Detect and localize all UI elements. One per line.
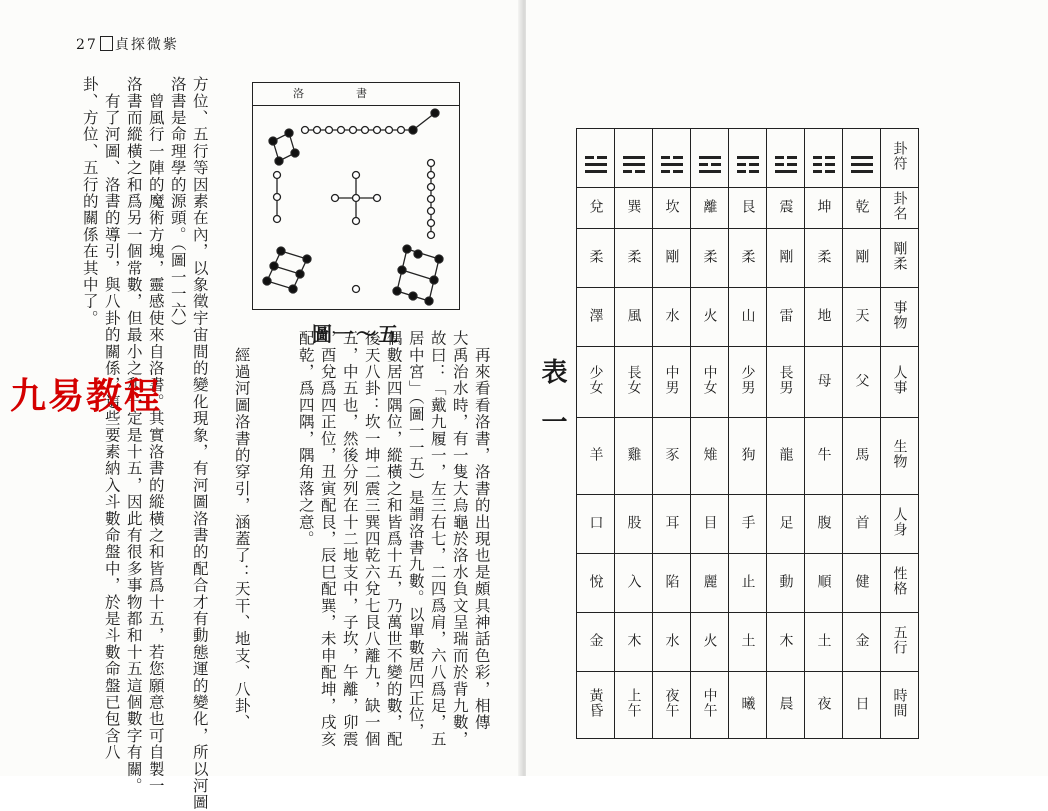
table-cell — [691, 188, 729, 229]
table-cell — [729, 495, 767, 554]
table-cell — [729, 229, 767, 288]
table-cell — [577, 672, 615, 739]
table-cell — [767, 418, 805, 495]
table-cell — [653, 188, 691, 229]
table-row-header — [881, 288, 919, 347]
table-cell — [577, 554, 615, 613]
row-header-text: 時間 — [891, 688, 908, 718]
table-cell-text: 土 — [739, 632, 756, 648]
table-cell-text: 中男 — [663, 365, 680, 395]
table-cell — [805, 672, 843, 739]
table-cell-text: 柔 — [587, 248, 604, 264]
table-row-header — [881, 229, 919, 288]
table-cell — [805, 347, 843, 418]
table-cell-text: 日 — [853, 695, 870, 711]
table-cell — [691, 418, 729, 495]
row-header-text: 人身 — [891, 507, 908, 537]
table-cell-text: 天 — [853, 307, 870, 323]
table-cell — [691, 229, 729, 288]
table-row — [577, 288, 919, 347]
table-cell — [805, 495, 843, 554]
table-cell-text: 晨 — [777, 695, 794, 711]
table-cell — [691, 495, 729, 554]
table-cell — [577, 188, 615, 229]
table-row — [577, 229, 919, 288]
table-row-header — [881, 347, 919, 418]
table-cell — [615, 347, 653, 418]
table-cell-text: 柔 — [625, 248, 642, 264]
table-cell — [729, 288, 767, 347]
table-cell-text: 剛 — [663, 248, 680, 264]
table-cell — [729, 554, 767, 613]
table-cell-text: 艮 — [739, 198, 756, 214]
table-cell — [843, 418, 881, 495]
table-cell-text: 股 — [625, 514, 642, 530]
table-cell-text: 少男 — [739, 365, 756, 395]
table-cell-text: 金 — [853, 632, 870, 648]
table-cell-text: 雉 — [701, 446, 718, 462]
table-row-header — [881, 554, 919, 613]
table-cell — [805, 229, 843, 288]
table-cell-text: 水 — [663, 307, 680, 323]
table-cell — [615, 613, 653, 672]
table-cell-text: 柔 — [701, 248, 718, 264]
table-cell — [843, 672, 881, 739]
trigram-table — [576, 128, 919, 739]
table-cell — [577, 129, 615, 188]
table-cell — [577, 288, 615, 347]
header-box-icon — [100, 36, 113, 51]
table-cell — [653, 288, 691, 347]
table-cell-text: 中午 — [701, 688, 718, 718]
table-cell-text: 柔 — [815, 248, 832, 264]
table-cell-text: 入 — [625, 573, 642, 589]
table-cell — [729, 613, 767, 672]
book-title: 貞探微紫 — [114, 37, 179, 53]
table-cell-text: 木 — [777, 632, 794, 648]
table-cell-text: 夜午 — [663, 688, 680, 718]
table-cell-text: 豕 — [663, 446, 680, 462]
table-row — [577, 347, 919, 418]
table-cell — [653, 129, 691, 188]
table-cell-text: 黃昏 — [587, 688, 604, 718]
table-row — [577, 188, 919, 229]
trigram-icon — [699, 156, 721, 173]
table-cell — [691, 672, 729, 739]
table-cell — [577, 418, 615, 495]
table-cell — [615, 554, 653, 613]
trigram-icon — [775, 156, 797, 173]
table-cell — [653, 418, 691, 495]
table-cell — [653, 229, 691, 288]
table-cell — [729, 129, 767, 188]
table-cell-text: 金 — [587, 632, 604, 648]
table-cell-text: 離 — [701, 198, 718, 214]
table-cell-text: 長女 — [625, 365, 642, 395]
trigram-icon — [661, 156, 683, 173]
row-header-text: 卦符 — [891, 141, 908, 171]
table-cell-text: 羊 — [587, 446, 604, 462]
table-cell — [615, 672, 653, 739]
table-cell-text: 火 — [701, 307, 718, 323]
table-cell — [767, 129, 805, 188]
body-text-col-4: 卦、方位、五行的關係在其中了。 — [80, 76, 99, 327]
table-cell-text: 地 — [815, 307, 832, 323]
table-cell-text: 狗 — [739, 446, 756, 462]
table-cell — [691, 347, 729, 418]
table-cell-text: 土 — [815, 632, 832, 648]
page-number: 27 — [76, 37, 98, 53]
table-cell-text: 火 — [701, 632, 718, 648]
table-cell-text: 中女 — [701, 365, 718, 395]
table-cell-text: 坎 — [663, 198, 680, 214]
table-cell — [729, 418, 767, 495]
luoshu-figure — [252, 82, 460, 310]
table-cell — [843, 188, 881, 229]
table-cell — [615, 229, 653, 288]
table-cell — [805, 613, 843, 672]
table-cell — [767, 347, 805, 418]
luoshu-diagram — [253, 105, 459, 309]
table-cell-text: 目 — [701, 514, 718, 530]
table-cell — [653, 495, 691, 554]
trigram-icon — [623, 156, 645, 173]
table-cell-text: 父 — [853, 372, 870, 388]
table-cell-text: 震 — [777, 198, 794, 214]
table-cell — [653, 672, 691, 739]
body-text-lower-col-3: 故曰：「戴九履一，左三右七，二四爲肩，六八爲足，五 — [428, 330, 447, 748]
watermark: 九易教程 — [10, 376, 163, 417]
table-cell-text: 風 — [625, 307, 642, 323]
table-cell-text: 剛 — [853, 248, 870, 264]
table-cell — [843, 495, 881, 554]
table-cell — [767, 495, 805, 554]
body-text-lower-col-1: 再來看看洛書，洛書的出現也是頗具神話色彩，相傳 — [472, 330, 491, 731]
table-cell — [653, 613, 691, 672]
body-text-lower-col-10: 經過河圖洛書的穿引，涵蓋了：天干、地支、八卦、 — [232, 330, 251, 731]
table-cell-text: 順 — [815, 573, 832, 589]
table-cell — [843, 554, 881, 613]
table-cell — [577, 495, 615, 554]
table-cell-text: 少女 — [587, 365, 604, 395]
table-cell — [729, 347, 767, 418]
table-cell-text: 上午 — [625, 688, 642, 718]
table-cell — [843, 129, 881, 188]
table-cell — [691, 613, 729, 672]
table-cell-text: 麗 — [701, 573, 718, 589]
trigram-icon — [585, 156, 607, 173]
row-header-text: 事物 — [891, 300, 908, 330]
row-header-text: 剛柔 — [891, 241, 908, 271]
table-row — [577, 129, 919, 188]
table-cell-text: 山 — [739, 307, 756, 323]
table-cell-text: 龍 — [777, 446, 794, 462]
table-cell — [843, 347, 881, 418]
body-text-lower-col-2: 大禹治水時，有一隻大烏龜於洛水負文呈瑞而於背九數， — [450, 330, 469, 748]
table-row — [577, 495, 919, 554]
table-cell — [615, 495, 653, 554]
body-text-col-3: 有了河圖、洛書的導引，與八卦的關係，這些要素納入斗數命盤中，於是斗數命盤已包含八 — [102, 76, 121, 761]
figure-title: 洛書 — [253, 83, 459, 106]
table-cell — [577, 613, 615, 672]
table-cell — [653, 347, 691, 418]
table-row-header — [881, 613, 919, 672]
body-text-col-2: 洛書而縱橫之和爲另一個常數，但最小之和一定是十五，因此有很多事物都和十五這個數字有關。 — [124, 76, 143, 795]
table-row — [577, 418, 919, 495]
table-cell-text: 夜 — [815, 695, 832, 711]
table-cell-text: 首 — [853, 514, 870, 530]
table-cell-text: 水 — [663, 632, 680, 648]
table-cell-text: 兌 — [587, 198, 604, 214]
table-cell — [615, 129, 653, 188]
table-cell-text: 乾 — [853, 198, 870, 214]
body-text-col-1: 曾風行一陣的魔術方塊，靈感使來自洛書。其實洛書的縱橫之和皆爲十五，若您願意也可自製一 — [146, 76, 165, 795]
figure-caption: 圖一～五 — [312, 322, 400, 346]
table-cell — [615, 418, 653, 495]
table-cell — [843, 613, 881, 672]
table-cell — [691, 288, 729, 347]
table-cell — [805, 129, 843, 188]
table-cell — [691, 554, 729, 613]
table-cell — [767, 229, 805, 288]
table-cell-text: 長男 — [777, 365, 794, 395]
row-header-text: 五行 — [891, 625, 908, 655]
table-cell-text: 柔 — [739, 248, 756, 264]
trigram-icon — [851, 156, 873, 173]
table-cell-text: 曦 — [739, 695, 756, 711]
row-header-text: 人事 — [891, 365, 908, 395]
table-cell-text: 巽 — [625, 198, 642, 214]
table-cell-text: 牛 — [815, 446, 832, 462]
table-cell-text: 木 — [625, 632, 642, 648]
table-row — [577, 554, 919, 613]
page-header — [76, 34, 179, 54]
row-header-text: 生物 — [891, 439, 908, 469]
table-cell-text: 雞 — [625, 446, 642, 462]
table-cell — [767, 672, 805, 739]
body-text-lower-col-7: 五，中五也，然後分列在十二地支中，子坎，午離，卯震 — [340, 330, 359, 748]
body-text-lower-col-9: 配乾，爲四隅，隅角落之意。 — [296, 330, 315, 548]
table-row — [577, 613, 919, 672]
table-cell-text: 足 — [777, 514, 794, 530]
table-cell-text: 雷 — [777, 307, 794, 323]
table-cell — [805, 554, 843, 613]
table-row-header — [881, 188, 919, 229]
table-cell — [767, 288, 805, 347]
table-cell — [577, 347, 615, 418]
table-cell-text: 母 — [815, 372, 832, 388]
table-cell-text: 悅 — [587, 573, 604, 589]
table-cell-text: 耳 — [663, 514, 680, 530]
table-cell — [805, 288, 843, 347]
table-cell — [843, 229, 881, 288]
table-cell — [615, 288, 653, 347]
table-title: 表一 — [537, 358, 567, 458]
table-cell — [729, 188, 767, 229]
trigram-icon — [813, 156, 835, 173]
body-text-lower-col-4: 居中宮」（圖一一五）是謂洛書九數。以單數居四正位， — [406, 330, 425, 740]
table-cell-text: 陷 — [663, 573, 680, 589]
table-row-header — [881, 495, 919, 554]
table-cell — [767, 188, 805, 229]
table-cell — [577, 229, 615, 288]
table-cell — [767, 554, 805, 613]
table-cell-text: 剛 — [777, 248, 794, 264]
table-cell-text: 止 — [739, 573, 756, 589]
row-header-text: 卦名 — [891, 191, 908, 221]
body-text-lower-col-6: 後天八卦：坎一坤二震三巽四乾六兌七艮八離九，缺一個 — [362, 330, 381, 748]
body-text-lower-col-5: 偶數居四隅位，縱橫之和皆爲十五，乃萬世不變的數，配 — [384, 330, 403, 748]
trigram-icon — [737, 156, 759, 173]
body-text-lower-col-8: ，酉兌爲四正位，丑寅配艮，辰巳配巽，未申配坤，戌亥 — [318, 330, 337, 748]
table-cell — [767, 613, 805, 672]
table-cell-text: 手 — [739, 514, 756, 530]
table-cell-text: 馬 — [853, 446, 870, 462]
row-header-text: 性格 — [891, 566, 908, 596]
table-cell — [653, 554, 691, 613]
table-cell — [615, 188, 653, 229]
table-cell-text: 口 — [587, 514, 604, 530]
table-cell-text: 健 — [853, 573, 870, 589]
table-cell — [729, 672, 767, 739]
table-cell — [805, 188, 843, 229]
body-text-top-col-2: 洛書是命理學的源頭。（圖一一六） — [168, 76, 187, 336]
table-cell — [805, 418, 843, 495]
table-row-header — [881, 129, 919, 188]
left-page — [0, 0, 522, 811]
table-cell-text: 坤 — [815, 198, 832, 214]
table-row-header — [881, 418, 919, 495]
table-cell — [843, 288, 881, 347]
table-cell — [691, 129, 729, 188]
table-cell-text: 動 — [777, 573, 794, 589]
body-text-top-col-1: 方位、五行等因素在內，以象徵宇宙間的變化現象，有河圖洛書的配合才有動態運的變化，所以河圖 — [190, 76, 209, 811]
table-row — [577, 672, 919, 739]
table-row-header — [881, 672, 919, 739]
table-cell-text: 腹 — [815, 514, 832, 530]
table-cell-text: 澤 — [587, 307, 604, 323]
